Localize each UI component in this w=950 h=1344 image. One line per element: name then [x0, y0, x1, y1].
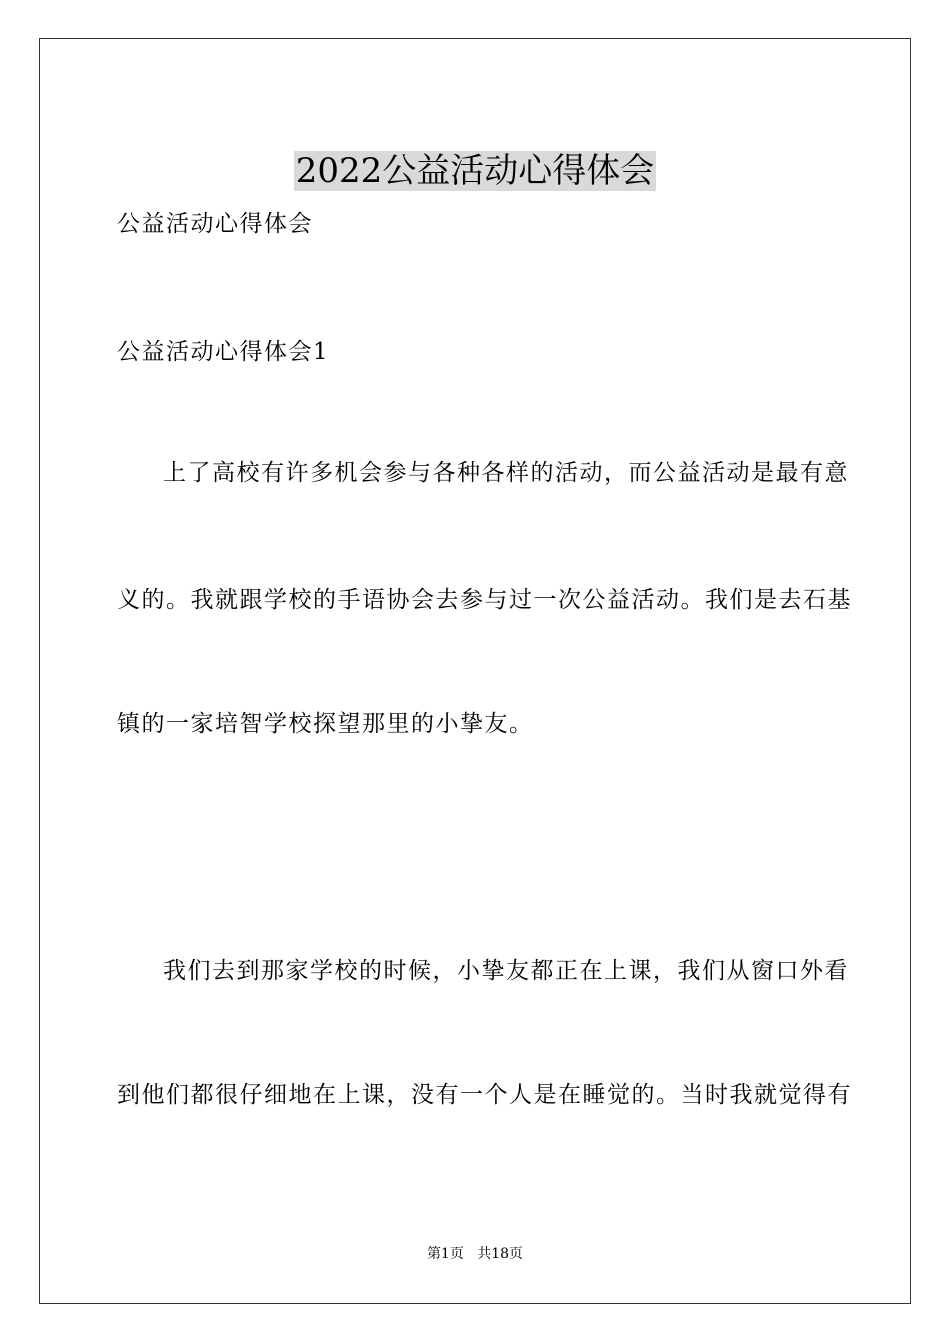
paragraph-2-line-2: 到他们都很仔细地在上课，没有一个人是在睡觉的。当时我就觉得有: [117, 1082, 852, 1108]
section-heading: 公益活动心得体会1: [117, 339, 330, 365]
paragraph-1-line-2: 义的。我就跟学校的手语协会去参与过一次公益活动。我们是去石基: [117, 587, 852, 613]
page-number-current: 第1页: [426, 1246, 464, 1262]
document-title-text: 2022公益活动心得体会: [295, 150, 655, 191]
page-footer: [0, 1245, 950, 1263]
page-number-total: 共18页: [477, 1246, 524, 1262]
paragraph-1-line-1: 上了高校有许多机会参与各种各样的活动，而公益活动是最有意: [163, 460, 849, 486]
document-title: [0, 149, 950, 193]
paragraph-2-line-1: 我们去到那家学校的时候，小挚友都正在上课，我们从窗口外看: [163, 958, 849, 984]
paragraph-1-line-3: 镇的一家培智学校探望那里的小挚友。: [117, 711, 534, 737]
document-subtitle: 公益活动心得体会: [117, 211, 313, 237]
